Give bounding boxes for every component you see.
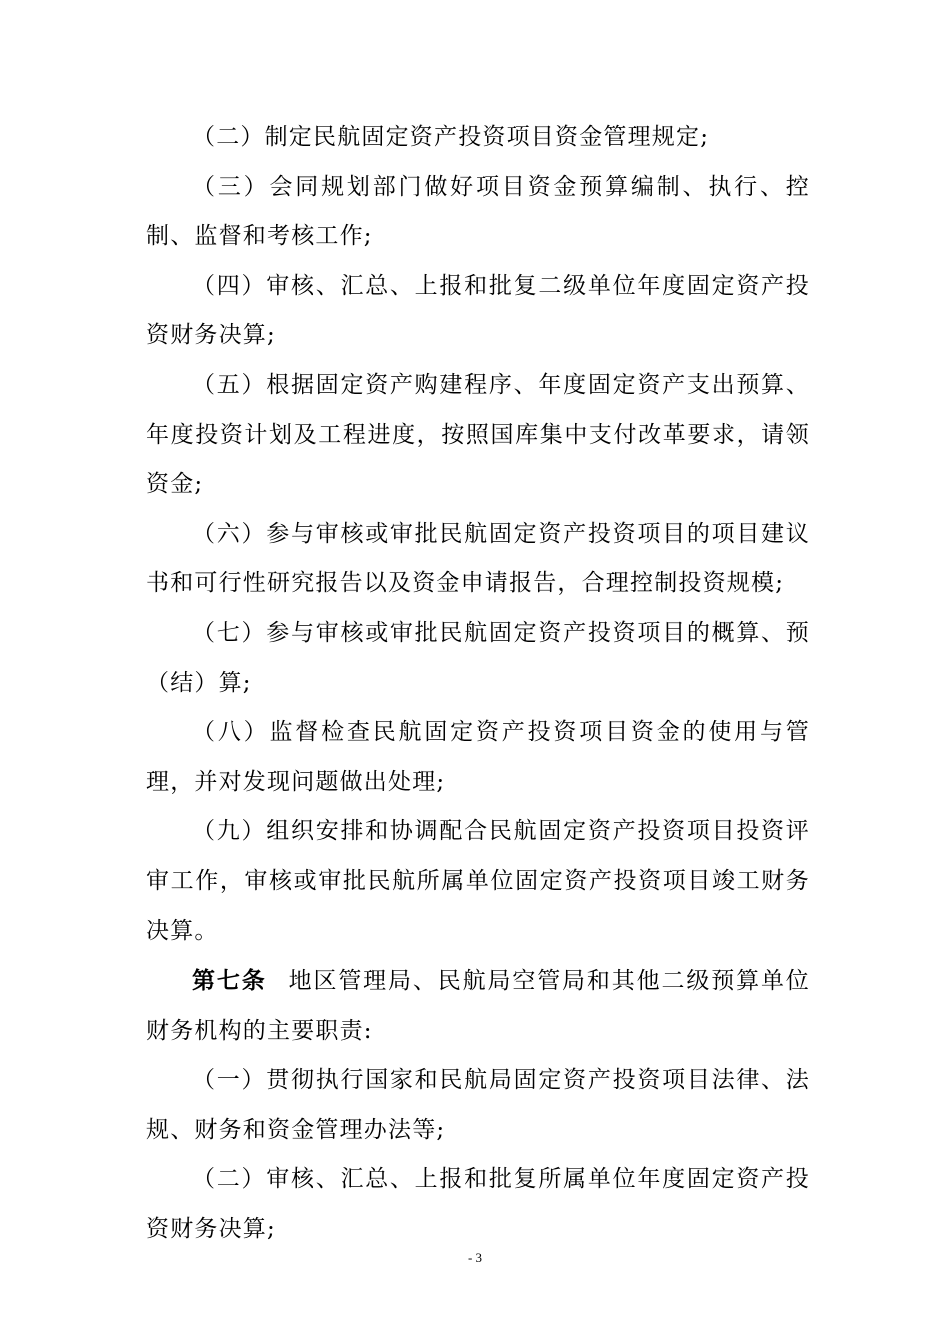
- article-7-paragraph: [146, 956, 810, 1056]
- page-number: - 3: [467, 1250, 483, 1265]
- paragraph-item-4: （四）审核、汇总、上报和批复二级单位年度固定资产投资财务决算;: [146, 272, 810, 349]
- paragraph-item-2: （二）制定民航固定资产投资项目资金管理规定;: [192, 124, 710, 150]
- document-body: [146, 113, 810, 1255]
- paragraph-item-5: （五）根据固定资产购建程序、年度固定资产支出预算、年度投资计划及工程进度，按照国库集中支付改革要求，请领资金;: [146, 371, 810, 498]
- article-7-heading: 第七条: [192, 967, 267, 995]
- paragraph-item-9: （九）组织安排和协调配合民航固定资产投资项目投资评审工作，审核或审批民航所属单位固定资产投资项目竣工财务决算。: [146, 818, 810, 944]
- paragraph-item-6: （六）参与审核或审批民航固定资产投资项目的项目建议书和可行性研究报告以及资金申请报告，合理控制投资规模;: [146, 520, 810, 597]
- article-7-text: 地区管理局、民航局空管局和其他二级预算单位财务机构的主要职责:: [146, 968, 811, 1044]
- article-7-item-1: （一）贯彻执行国家和民航局固定资产投资项目法律、法规、财务和资金管理办法等;: [146, 1067, 810, 1143]
- paragraph-item-7: （七）参与审核或审批民航固定资产投资项目的概算、预（结）算;: [146, 619, 810, 696]
- paragraph-item-3: （三）会同规划部门做好项目资金预算编制、执行、控制、监督和考核工作;: [146, 173, 810, 250]
- article-7-item-2: （二）审核、汇总、上报和批复所属单位年度固定资产投资财务决算;: [146, 1166, 810, 1243]
- paragraph-item-8: （八）监督检查民航固定资产投资项目资金的使用与管理，并对发现问题做出处理;: [146, 719, 810, 795]
